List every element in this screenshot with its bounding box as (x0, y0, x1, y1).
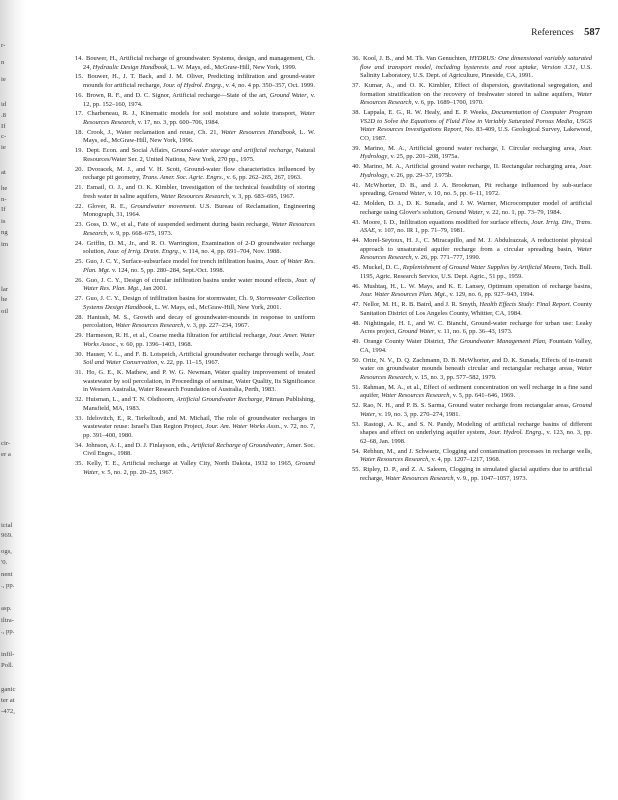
reference-number: 52. (352, 402, 363, 410)
reference-entry (75, 314, 315, 331)
reference-entry (75, 55, 315, 72)
reference-number: 16. (75, 91, 86, 99)
reference-text: Orange County Water District, The Groundwater Management Plan, Fountain Valley, CA, 1994. (360, 338, 592, 354)
reference-number: 54. (352, 447, 363, 455)
gutter-fragment: ter at (1, 697, 15, 704)
reference-entry (352, 283, 592, 300)
reference-entry (75, 73, 315, 90)
reference-entry (75, 221, 315, 238)
reference-number: 55. (352, 466, 363, 474)
gutter-fragment: Poll. (1, 662, 14, 669)
gutter-fragment: iltra- (1, 617, 14, 624)
reference-entry (352, 82, 592, 108)
reference-text: Dvoracek, M. J., and V. H. Scott, Ground-water flow characteristics influenced by recharge pit geometry, Trans. Amer. Soc. Agric. Engrs., v. 6, pp. 262–265, 267, 1963. (83, 165, 315, 182)
reference-entry (75, 92, 315, 109)
reference-text: Lappala, E. G., R. W. Healy, and E. P. Weeks, Documentation of Computer Program VS2D to Solve the Equations of Fluid Flow in Variably Saturated Porous Media, USGS Water Resources Investigations Report, No. 83-409, U.S. Geological Survey, Lakewood, CO, 1987. (360, 109, 592, 142)
reference-entry (75, 396, 315, 413)
running-header (531, 27, 600, 38)
reference-entry (75, 295, 315, 312)
reference-text: Huisman, L., and T. N. Olsthoorn, Artificial Groundwater Recharge, Pitman Publishing, Mansfield, MA, 1983. (83, 396, 315, 412)
reference-number: 43. (352, 218, 362, 226)
reference-text: Guo, J. C. Y., Design of infiltration basins for stormwater, Ch. 9, Stormwater Collection Systems Design Handbook, L. W. Mays, ed., McGraw-Hill, New York, 2001. (83, 295, 315, 311)
reference-number: 17. (75, 110, 87, 118)
reference-text: Hantush, M. S., Growth and decay of groundwater-mounds in response to uniform percolation, Water Resources Research, v. 3, pp. 227–234, 1967. (83, 313, 316, 330)
reference-entry (75, 332, 315, 349)
reference-number: 45. (352, 264, 362, 272)
gutter-fragment: cir- (1, 440, 11, 447)
reference-text: Molden, D. J., D. K. Sunada, and J. W. Warner, Microcomputer model of artificial recharge using Glover's solution, Ground Water, v. 22, no. 1, pp. 73–79, 1984. (360, 200, 592, 216)
reference-text: Marino, M. A., Artificial ground water recharge, I. Circular recharging area, Jour. Hydrology, v. 25, pp. 201–208, 1975a. (360, 144, 593, 161)
reference-entry (352, 402, 592, 419)
reference-number: 29. (75, 332, 85, 340)
reference-text: Nightingale, H. I., and W. C. Bianchi, Ground-water recharge for urban use: Leaky Acres project, Ground Water, v. 11, no. 6, pp. 36–43, 1973. (360, 319, 592, 336)
reference-entry (75, 184, 315, 201)
reference-number: 28. (75, 313, 87, 321)
gutter-fragment: er a (1, 451, 11, 458)
reference-text: Dept. Econ. and Social Affairs, Ground-water storage and artificial recharge, Natural Resources/Water Ser. 2, United Nations, New York, 270 pp., 1975. (83, 147, 316, 163)
reference-text: Rao, N. H., and P. B. S. Sarma, Ground water recharge from rectangular areas, Ground Water, v. 19, no. 3, pp. 270–274, 1981. (360, 402, 593, 418)
reference-text: Nellor, M. H., R. B. Baird, and J. R. Smyth, Health Effects Study: Final Report. County Sanitation District of Los Angeles County, Whittier, CA, 1984. (360, 301, 593, 317)
reference-entry (75, 369, 315, 395)
reference-entry (75, 110, 315, 127)
reference-entry (75, 351, 315, 368)
reference-entry (352, 237, 592, 263)
gutter-fragment: oil (1, 308, 9, 315)
reference-number: 36. (352, 55, 362, 62)
reference-number: 51. (352, 383, 363, 391)
references-column-right (352, 55, 592, 485)
gutter-fragment: asp. (1, 605, 12, 612)
reference-text: Ortiz, N. V., D. Q. Zachmann, D. B. McWhorter, and D. K. Sunada, Effects of in-transit water on groundwater mounds beneath circular and rectangular recharge areas, Water Resources Research, v. 15, no. 3, pp. 577–582, 1979. (360, 356, 593, 381)
previous-page-text-fragments (0, 0, 26, 800)
reference-entry (75, 415, 315, 441)
reference-number: 42. (352, 200, 363, 208)
gutter-fragment: im (1, 241, 9, 248)
references-column-left (75, 55, 315, 479)
reference-number: 38. (352, 109, 363, 117)
reference-number: 25. (75, 258, 85, 266)
gutter-fragment: '0. (1, 559, 8, 566)
gutter-fragment: ganic (1, 686, 16, 693)
gutter-fragment: icial (1, 522, 13, 529)
gutter-fragment: infil- (1, 651, 15, 658)
reference-number: 47. (352, 301, 362, 309)
gutter-fragment: -472, (1, 708, 15, 715)
gutter-fragment: n- (1, 196, 7, 203)
section-title: References (531, 27, 574, 38)
reference-number: 41. (352, 181, 364, 189)
reference-text: Brown, R. F., and D. C. Signor, Artificial recharge—State of the art, Ground Water, v. 12, pp. 152–160, 1974. (83, 91, 315, 108)
reference-entry (75, 258, 315, 275)
gutter-fragment: nent (1, 571, 13, 578)
reference-entry (352, 466, 592, 483)
gutter-fragment: lar (1, 286, 9, 293)
reference-text: Idelovitch, E., R. Terkeltoub, and M. Michail, The role of groundwater recharges in wastewater reuse: Israel's Dan Region Project, Jour. Am. Water Works Assn., v. 72, no. 7, pp. 391–400, 1980. (83, 414, 316, 439)
gutter-fragment: at (1, 169, 6, 176)
gutter-fragment: id (1, 101, 7, 108)
gutter-fragment: If (1, 206, 6, 213)
reference-number: 48. (352, 319, 363, 327)
reference-text: Kumar, A., and O. K. Kimbler, Effect of dispersion, gravitational segregation, and formation stratification on the recovery of freshwater stored in saline aquifers, Water Resources Research, v. 6, pp. 1689–1700, 1970. (360, 82, 592, 107)
reference-text: Ho, G. E., K. Mathew, and P. W. G. Newman, Water quality improvement of treated wastewater by soil percolation, in Proceedings of seminar, Water Quality, Its Significance in Western Australia, Water Research Foundation of Australia, Perth, 1983. (83, 369, 315, 394)
reference-number: 24. (75, 239, 86, 247)
reference-entry (352, 357, 592, 383)
gutter-fragment: he (1, 296, 8, 303)
reference-number: 19. (75, 147, 86, 155)
reference-number: 18. (75, 128, 86, 136)
reference-text: Charbeneau, R. J., Kinematic models for soil moisture and solute transport, Water Resources Research, v. 17, no. 3, pp. 600–706, 1984. (83, 110, 316, 126)
reference-number: 34. (75, 441, 85, 449)
gutter-fragment: is (1, 218, 6, 225)
reference-text: Kelly, T. E., Artificial recharge at Valley City, North Dakota, 1932 to 1965, Ground Water, v. 5, no. 2, pp. 20–25, 1967. (83, 460, 315, 476)
reference-entry (352, 145, 592, 162)
reference-text: Muckel, D. C., Replenishment of Ground Water Supplies by Artificial Means, Tech. Bull. 1195, Agric. Research Service, U.S. Dept. Agric., 51 pp., 1959. (360, 264, 593, 280)
reference-entry (352, 55, 592, 81)
reference-entry (75, 442, 315, 459)
reference-text: Marino, M. A., Artificial ground water recharge, II. Rectangular recharging area, Jour. Hydrology, v. 26, pp. 29–37, 1975b. (360, 163, 592, 179)
reference-text: McWhorter, D. B., and J. A. Brookman, Pit recharge influenced by sub-surface spreading, Ground Water, v. 10, no. 5, pp. 6–11, 1972. (360, 181, 593, 198)
reference-number: 14. (75, 55, 86, 62)
reference-text: Esmail, O. J., and O. K. Kimbler, Investigation of the technical feasibility of storing fresh water in saline aquifers, Water Resources Research, v. 3, pp. 683–695, 1967. (83, 184, 315, 200)
gutter-fragment: ., pp. (1, 582, 15, 589)
reference-text: Goss, D. W., et al., Fate of suspended sediment during basin recharge, Water Resources Research, v. 9, pp. 668–675, 1973. (83, 221, 316, 237)
reference-number: 35. (75, 460, 86, 468)
reference-entry (352, 182, 592, 199)
reference-entry (352, 200, 592, 217)
reference-number: 37. (352, 82, 364, 90)
reference-number: 26. (75, 276, 86, 284)
reference-text: Bouwer, H., Artificial recharge of groundwater: Systems, design, and management, Ch. 24, Hydraulic Design Handbook, L. W. Mays, ed., McGraw-Hill, New York, 1999. (83, 55, 315, 71)
gutter-fragment: If (1, 123, 6, 130)
reference-text: Moore, I. D., Infiltration equations modified for surface effects, Jour. Irrig. Div., Trans. ASAE, v. 107, no. IR 1, pp. 71–79, 1981. (360, 218, 592, 235)
reference-text: Johnson, A. I., and D. J. Finlayson, eds., Artificial Recharge of Groundwater, Amer. Soc. Civil Engrs., 1988. (83, 441, 316, 458)
reference-text: Kool, J. B., and M. Th. Van Genuchten, HYDRUS: One dimensional variably saturated flow and transport model, including hysteresis and root uptake, Version 3.31, U.S. Salinity Laboratory, U.S. Dept. of Agriculture, Pineside, CA, 1991. (360, 55, 593, 80)
gutter-fragment: 969. (1, 532, 13, 539)
page-number: 587 (584, 27, 600, 38)
reference-text: Crook, J., Water reclamation and reuse, Ch. 21, Water Resources Handbook, L. W. Mays, ed., McGraw-Hill, New York, 1996. (83, 128, 315, 145)
reference-entry (352, 421, 592, 447)
reference-text: Bouwer, H., J. T. Back, and J. M. Oliver, Predicting infiltration and ground-water mounds for artificial recharge, Jour. of Hydrol. Engrg., v. 4, no. 4 pp. 350–357, Oct. 1999. (83, 73, 315, 90)
reference-text: Rahman, M. A., et al., Effect of sediment concentration on well recharge in a fine sand aquifer, Water Resources Research, v. 5, pp. 641–646, 1969. (360, 383, 592, 400)
reference-entry (75, 277, 315, 294)
gutter-fragment: he (1, 185, 8, 192)
reference-number: 53. (352, 420, 363, 428)
reference-number: 39. (352, 144, 364, 152)
reference-entry (75, 460, 315, 477)
reference-number: 22. (75, 202, 87, 210)
reference-number: 46. (352, 282, 363, 290)
reference-entry (352, 320, 592, 337)
reference-number: 49. (352, 338, 363, 346)
gutter-fragment: .8 (1, 112, 7, 119)
reference-entry (352, 109, 592, 143)
reference-entry (352, 264, 592, 281)
reference-text: Glover, R. E., Groundwater movement. U.S. Bureau of Reclamation, Engineering Monograph, 31, 1964. (83, 202, 315, 219)
reference-text: Guo, J. C. Y., Design of circular infiltration basins under water mound effects, Jour. of Water Res. Plan. Mgt., Jan 2001. (83, 276, 316, 293)
gutter-fragment: ie (1, 144, 6, 151)
reference-text: Rebhun, M., and J. Schwartz, Clogging and contamination processes in recharge wells, Water Resources Research, v. 4, pp. 1207–1217, 1968. (360, 447, 593, 464)
reference-entry (75, 147, 315, 164)
reference-text: Mushtaq, H., L. W. Mays, and K. E. Lansey, Optimum operation of recharge basins, Jour. Water Resources Plan. Mgt., v. 129, no. 6, pp. 927–943, 1994. (360, 282, 592, 299)
reference-text: Hauser, V. L., and F. B. Lotspeich, Artificial groundwater recharge through wells, Jour. Soil and Water Conservation, v. 22, pp. 11–15, 1967. (83, 350, 315, 367)
reference-text: Griffin, D. M., Jr., and R. O. Warrington, Examination of 2-D groundwater recharge solution, Jour. of Irrig. Drain. Engrg., v. 114, no. 4, pp. 691–704, Nov. 1988. (83, 239, 315, 256)
reference-number: 15. (75, 73, 87, 81)
reference-entry (352, 219, 592, 236)
reference-entry (352, 338, 592, 355)
reference-number: 20. (75, 165, 87, 173)
reference-entry (75, 129, 315, 146)
reference-text: Guo, J. C. Y., Surface-subsurface model for trench infiltration basins, Jour. of Water Res. Plan. Mgt. v. 124, no. 5, pp. 280–284, Sept./Oct. 1998. (83, 258, 316, 274)
reference-number: 50. (352, 356, 362, 364)
reference-entry (352, 301, 592, 318)
reference-text: Rastogi, A. K., and S. N. Pandy, Modeling of artificial recharge basins of different shapes and effect on underlying aquifer system, Jour. Hydrol. Engrg., v. 123, no. 3, pp. 62–68, Jan. 1998. (360, 420, 592, 445)
reference-entry (75, 166, 315, 183)
reference-text: Morel-Seytoux, H. J., C. Miracapillo, and M. J. Abdulrazzak, A reductionist physical approach to unsaturated aquifer recharge from a circular spreading basin, Water Resources Research, v. 26, pp. 771–777, 1990. (360, 237, 592, 262)
reference-entry (352, 384, 592, 401)
reference-entry (75, 203, 315, 220)
gutter-fragment: ie (1, 76, 6, 83)
reference-number: 33. (75, 414, 86, 422)
gutter-fragment: ogs, (1, 548, 12, 555)
gutter-fragment: ng (1, 229, 8, 236)
reference-number: 31. (75, 369, 86, 377)
reference-entry (352, 163, 592, 180)
reference-text: Harmeson, R. H., et al., Coarse media filtration for artificial recharge, Jour. Amer. Water Works Assoc., v. 60, pp. 1396–1403, 1968. (83, 332, 316, 348)
reference-number: 32. (75, 396, 85, 404)
reference-entry (75, 240, 315, 257)
reference-number: 21. (75, 184, 86, 192)
reference-number: 23. (75, 221, 85, 229)
gutter-fragment: n (1, 59, 5, 66)
reference-text: Ripley, D. P., and Z. A. Saleem, Clogging in simulated glacial aquifers due to artificial recharge, Water Resources Research, v. 9., pp. 1047–1057, 1973. (360, 466, 593, 482)
gutter-fragment: c- (1, 133, 7, 140)
reference-number: 27. (75, 295, 85, 303)
reference-number: 40. (352, 163, 363, 171)
reference-number: 44. (352, 237, 363, 245)
gutter-fragment: r- (1, 42, 6, 49)
reference-entry (352, 448, 592, 465)
reference-number: 30. (75, 350, 86, 358)
gutter-fragment: ., pp. (1, 628, 15, 635)
